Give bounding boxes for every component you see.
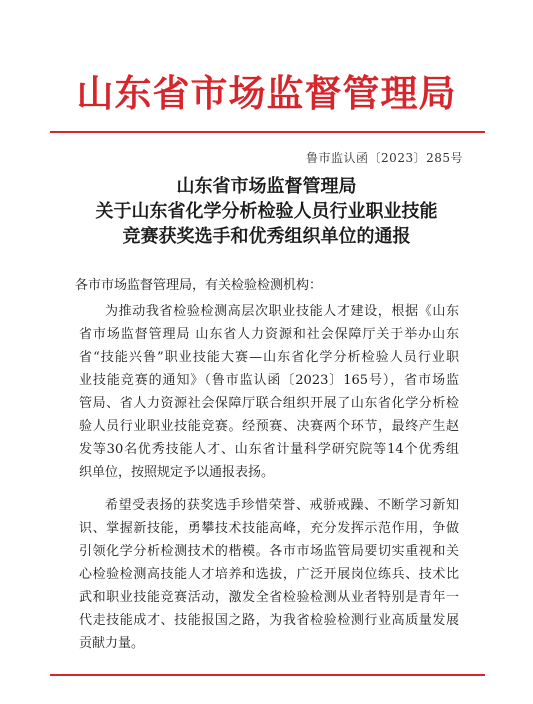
- paragraph-line: 发等30名优秀技能人才、山东省计量科学研究院等14个优秀组: [79, 442, 459, 457]
- footer-red-rule: [50, 674, 485, 676]
- body-paragraph-2: [79, 494, 459, 655]
- title-line-1: 山东省市场监督管理局: [176, 176, 357, 197]
- paragraph-line: 心检验检测高技能人才培养和选拔，广泛开展岗位练兵、技术比: [79, 567, 459, 582]
- title-line-2: 关于山东省化学分析检验人员行业职业技能: [95, 201, 438, 222]
- document-number: 鲁市监认函〔2023〕285号: [306, 151, 463, 165]
- letterhead-red-rule: [50, 131, 485, 133]
- body-paragraph-1: [79, 300, 459, 484]
- paragraph-line: 省“技能兴鲁”职业技能大赛—山东省化学分析检验人员行业职: [79, 350, 459, 365]
- document-title: [0, 174, 533, 249]
- paragraph-line: 引领化学分析检测技术的楷模。各市市场监管局要切实重视和关: [79, 544, 459, 559]
- paragraph-line: 业技能竞赛的通知》（鲁市监认函〔2023〕165号），省市场监: [79, 373, 459, 388]
- paragraph-line: 为推动我省检验检测高层次职业技能人才建设，根据《山东: [105, 304, 459, 319]
- salutation: 各市市场监督管理局，有关检验检测机构：: [75, 278, 323, 293]
- paragraph-line: 识、掌握新技能，勇攀技术技能高峰，充分发挥示范作用，争做: [79, 521, 459, 536]
- paragraph-line: 验人员行业职业技能竞赛。经预赛、决赛两个环节，最终产生赵: [79, 419, 459, 434]
- paragraph-line: 贡献力量。: [79, 636, 145, 651]
- paragraph-line: 管局、省人力资源社会保障厅联合组织开展了山东省化学分析检: [79, 396, 459, 411]
- paragraph-line: 武和职业技能竞赛活动，激发全省检验检测从业者特别是青年一: [79, 590, 459, 605]
- agency-letterhead: 山东省市场监督管理局: [76, 71, 457, 115]
- paragraph-line: 织单位，按照规定予以通报表扬。: [79, 465, 275, 480]
- title-line-3: 竞赛获奖选手和优秀组织单位的通报: [122, 226, 411, 247]
- paragraph-line: 省市场监督管理局 山东省人力资源和社会保障厅关于举办山东: [79, 327, 459, 342]
- paragraph-line: 代走技能成才、技能报国之路，为我省检验检测行业高质量发展: [79, 613, 459, 628]
- paragraph-line: 希望受表扬的获奖选手珍惜荣誉、戒骄戒躁、不断学习新知: [105, 498, 459, 513]
